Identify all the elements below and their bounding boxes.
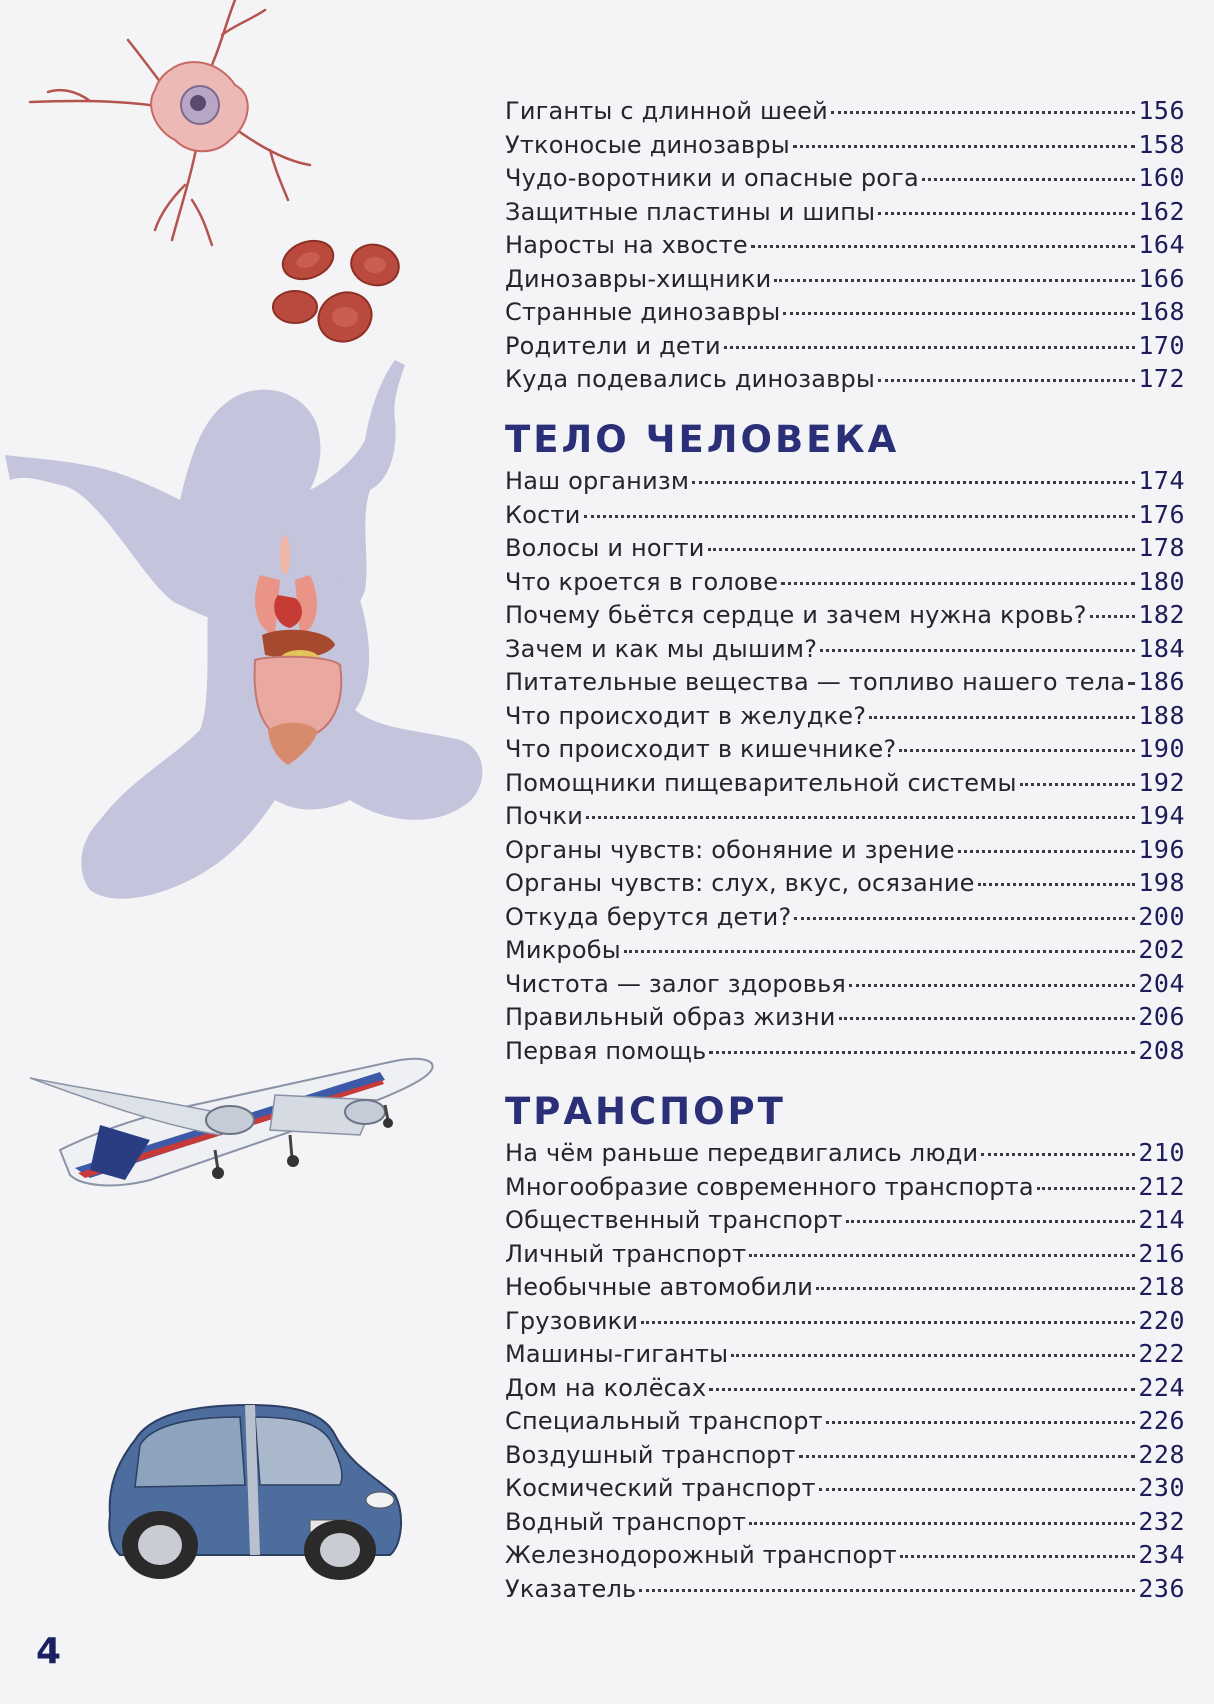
toc-entry-page-number: 172 xyxy=(1138,364,1185,393)
toc-entry[interactable] xyxy=(505,329,1185,363)
toc-entry-page-number: 156 xyxy=(1138,96,1185,125)
toc-entry[interactable] xyxy=(505,1337,1185,1371)
toc-entry-title: Воздушный транспорт xyxy=(505,1440,796,1469)
car-illustration xyxy=(90,1395,420,1585)
toc-list xyxy=(505,464,1185,1067)
dot-leader xyxy=(878,212,1135,215)
toc-entry[interactable] xyxy=(505,866,1185,900)
toc-entry-title: Машины-гиганты xyxy=(505,1340,729,1368)
toc-entry[interactable] xyxy=(505,531,1185,565)
toc-entry-page-number: 190 xyxy=(1138,734,1185,763)
toc-entry-page-number: 196 xyxy=(1138,834,1185,864)
section-heading: ТЕЛО ЧЕЛОВЕКА xyxy=(505,418,900,461)
toc-entry-page-number: 218 xyxy=(1138,1272,1185,1301)
toc-entry[interactable] xyxy=(505,1505,1185,1539)
toc-entry[interactable] xyxy=(505,295,1185,329)
section-heading: ТРАНСПОРТ xyxy=(505,1090,786,1133)
toc-entry[interactable] xyxy=(505,1000,1185,1034)
dot-leader xyxy=(794,917,1135,920)
toc-entry-title: Указатель xyxy=(505,1574,637,1603)
toc-entry-title: Микробы xyxy=(505,936,621,964)
dot-leader xyxy=(1128,682,1135,685)
toc-entry-page-number: 220 xyxy=(1138,1305,1185,1335)
toc-entry-page-number: 166 xyxy=(1138,263,1185,293)
toc-entry[interactable] xyxy=(505,1371,1185,1405)
toc-entry-title: Что происходит в желудке? xyxy=(505,701,867,730)
toc-entry-page-number: 192 xyxy=(1138,767,1185,797)
toc-dinosaurs xyxy=(505,94,1185,396)
dot-leader xyxy=(584,515,1136,518)
toc-entry[interactable] xyxy=(505,1034,1185,1068)
toc-entry[interactable] xyxy=(505,565,1185,599)
dot-leader xyxy=(958,850,1136,853)
toc-entry-page-number: 174 xyxy=(1138,466,1185,495)
toc-entry-title: Откуда берутся дети? xyxy=(505,902,792,931)
toc-entry[interactable] xyxy=(505,833,1185,867)
toc-entry-page-number: 170 xyxy=(1138,330,1185,360)
page-number: 4 xyxy=(36,1631,62,1672)
dot-leader xyxy=(816,1287,1135,1290)
dot-leader xyxy=(709,1388,1135,1391)
toc-entry-title: Общественный транспорт xyxy=(505,1206,843,1234)
toc-entry-title: Железнодорожный транспорт xyxy=(505,1541,897,1569)
toc-entry-page-number: 178 xyxy=(1138,533,1185,562)
toc-entry[interactable] xyxy=(505,665,1185,699)
toc-entry[interactable] xyxy=(505,228,1185,262)
toc-entry-page-number: 160 xyxy=(1138,163,1185,192)
toc-entry[interactable] xyxy=(505,933,1185,967)
dot-leader xyxy=(831,111,1135,114)
toc-entry-page-number: 236 xyxy=(1138,1573,1185,1603)
toc-entry-page-number: 194 xyxy=(1138,801,1185,830)
toc-entry-title: Куда подевались динозавры xyxy=(505,365,876,393)
toc-entry[interactable] xyxy=(505,464,1185,498)
toc-entry[interactable] xyxy=(505,766,1185,800)
toc-entry[interactable] xyxy=(505,262,1185,296)
toc-transport xyxy=(505,1088,1185,1605)
dot-leader xyxy=(820,649,1135,652)
dot-leader xyxy=(978,883,1136,886)
toc-entry-title: Гиганты с длинной шеей xyxy=(505,97,828,125)
dot-leader xyxy=(1020,783,1136,786)
toc-entry-title: Волосы и ногти xyxy=(505,534,705,562)
dot-leader xyxy=(922,178,1135,181)
toc-entry-page-number: 180 xyxy=(1138,566,1185,596)
toc-entry-title: Правильный образ жизни xyxy=(505,1003,836,1031)
toc-entry-title: Что кроется в голове xyxy=(505,567,779,596)
dot-leader xyxy=(708,548,1136,551)
toc-entry[interactable] xyxy=(505,1170,1185,1204)
toc-entry[interactable] xyxy=(505,1304,1185,1338)
toc-entry-title: Первая помощь xyxy=(505,1036,707,1065)
toc-entry[interactable] xyxy=(505,699,1185,733)
neuron-illustration xyxy=(20,0,340,260)
dot-leader xyxy=(641,1321,1135,1324)
toc-entry-page-number: 212 xyxy=(1138,1171,1185,1201)
toc-entry[interactable] xyxy=(505,632,1185,666)
toc-entry-title: Личный транспорт xyxy=(505,1239,747,1268)
toc-entry-title: Специальный транспорт xyxy=(505,1407,823,1435)
dot-leader xyxy=(709,1051,1135,1054)
toc-entry[interactable] xyxy=(505,1136,1185,1170)
toc-entry-title: Кости xyxy=(505,500,581,529)
blood-cells-illustration xyxy=(270,235,420,350)
toc-entry-page-number: 198 xyxy=(1138,868,1185,897)
toc-human-body xyxy=(505,416,1185,1067)
toc-entry-page-number: 228 xyxy=(1138,1439,1185,1469)
toc-entry-page-number: 164 xyxy=(1138,230,1185,259)
dot-leader xyxy=(839,1017,1136,1020)
toc-entry-title: Органы чувств: слух, вкус, осязание xyxy=(505,869,975,897)
toc-entry[interactable] xyxy=(505,1572,1185,1606)
toc-entry-title: Чудо-воротники и опасные рога xyxy=(505,164,919,192)
toc-entry[interactable] xyxy=(505,900,1185,934)
dot-leader xyxy=(692,481,1135,484)
toc-entry-page-number: 234 xyxy=(1138,1540,1185,1569)
dot-leader xyxy=(751,245,1136,248)
toc-entry[interactable] xyxy=(505,799,1185,833)
toc-entry[interactable] xyxy=(505,732,1185,766)
toc-list xyxy=(505,1136,1185,1605)
dot-leader xyxy=(878,379,1135,382)
toc-entry-page-number: 206 xyxy=(1138,1002,1185,1031)
dot-leader xyxy=(783,312,1135,315)
toc-entry-title: Помощники пищеварительной системы xyxy=(505,768,1017,797)
toc-entry-page-number: 182 xyxy=(1138,600,1185,629)
toc-entry-page-number: 200 xyxy=(1138,901,1185,931)
toc-entry-title: Динозавры-хищники xyxy=(505,264,772,293)
toc-entry-page-number: 162 xyxy=(1138,196,1185,226)
toc-entry-title: Зачем и как мы дышим? xyxy=(505,634,818,663)
toc-entry-title: Космический транспорт xyxy=(505,1474,816,1502)
toc-entry-page-number: 226 xyxy=(1138,1406,1185,1435)
toc-entry[interactable] xyxy=(505,362,1185,396)
dot-leader xyxy=(1090,615,1136,618)
toc-entry-title: Наш организм xyxy=(505,467,690,495)
toc-entry-page-number: 232 xyxy=(1138,1506,1185,1536)
dot-leader xyxy=(793,145,1135,148)
toc-entry-page-number: 210 xyxy=(1138,1138,1185,1167)
dot-leader xyxy=(749,1254,1135,1257)
toc-entry-title: Родители и дети xyxy=(505,331,721,360)
toc-entry-page-number: 158 xyxy=(1138,129,1185,159)
toc-entry-page-number: 188 xyxy=(1138,700,1185,730)
toc-entry-title: Питательные вещества — топливо нашего тела xyxy=(505,668,1126,696)
dot-leader xyxy=(900,1555,1135,1558)
dot-leader xyxy=(849,984,1135,987)
toc-entry-page-number: 176 xyxy=(1138,499,1185,529)
dot-leader xyxy=(731,1354,1135,1357)
toc-entry-title: Органы чувств: обоняние и зрение xyxy=(505,835,955,864)
toc-entry-title: Дом на колёсах xyxy=(505,1373,707,1402)
dot-leader xyxy=(819,1488,1136,1491)
toc-entry[interactable] xyxy=(505,1237,1185,1271)
dot-leader xyxy=(749,1522,1135,1525)
toc-entry[interactable] xyxy=(505,128,1185,162)
toc-entry[interactable] xyxy=(505,598,1185,632)
toc-entry-page-number: 204 xyxy=(1138,968,1185,998)
toc-entry-page-number: 222 xyxy=(1138,1339,1185,1368)
toc-entry[interactable] xyxy=(505,1438,1185,1472)
toc-entry-page-number: 186 xyxy=(1138,667,1185,696)
toc-entry-page-number: 224 xyxy=(1138,1372,1185,1402)
toc-entry-page-number: 216 xyxy=(1138,1238,1185,1268)
toc-entry[interactable] xyxy=(505,161,1185,195)
toc-entry-title: На чём раньше передвигались люди xyxy=(505,1139,979,1167)
toc-entry-title: Почки xyxy=(505,802,584,830)
dot-leader xyxy=(899,749,1135,752)
toc-entry-page-number: 230 xyxy=(1138,1473,1185,1502)
dot-leader xyxy=(799,1455,1136,1458)
toc-entry-page-number: 208 xyxy=(1138,1035,1185,1065)
toc-entry-title: Защитные пластины и шипы xyxy=(505,197,876,226)
toc-entry[interactable] xyxy=(505,1203,1185,1237)
toc-entry-title: Водный транспорт xyxy=(505,1507,747,1536)
toc-entry[interactable] xyxy=(505,195,1185,229)
toc-entry-title: Необычные автомобили xyxy=(505,1273,814,1301)
toc-entry-title: Грузовики xyxy=(505,1306,639,1335)
dot-leader xyxy=(781,582,1135,585)
toc-entry-page-number: 214 xyxy=(1138,1205,1185,1234)
child-silhouette-illustration xyxy=(0,360,490,920)
toc-entry-page-number: 184 xyxy=(1138,633,1185,663)
dot-leader xyxy=(1037,1187,1136,1190)
dot-leader xyxy=(826,1421,1136,1424)
dot-leader xyxy=(774,279,1135,282)
toc-entry-title: Чистота — залог здоровья xyxy=(505,969,847,998)
toc-entry[interactable] xyxy=(505,1538,1185,1572)
toc-entry-title: Многообразие современного транспорта xyxy=(505,1172,1034,1201)
toc-entry-title: Наросты на хвосте xyxy=(505,231,748,259)
toc-entry[interactable] xyxy=(505,1471,1185,1505)
dot-leader xyxy=(869,716,1135,719)
toc-entry-title: Что происходит в кишечнике? xyxy=(505,735,897,763)
dot-leader xyxy=(586,816,1135,819)
airplane-illustration xyxy=(30,1040,460,1225)
dot-leader xyxy=(846,1220,1136,1223)
dot-leader xyxy=(981,1153,1135,1156)
toc-entry-page-number: 202 xyxy=(1138,935,1185,964)
toc-entry-title: Почему бьётся сердце и зачем нужна кровь? xyxy=(505,601,1087,629)
toc-entry-title: Странные динозавры xyxy=(505,298,781,326)
toc-entry[interactable] xyxy=(505,1404,1185,1438)
dot-leader xyxy=(639,1589,1135,1592)
toc-list xyxy=(505,94,1185,396)
toc-entry[interactable] xyxy=(505,94,1185,128)
toc-entry[interactable] xyxy=(505,1270,1185,1304)
toc-entry-page-number: 168 xyxy=(1138,297,1185,326)
toc-entry-title: Утконосые динозавры xyxy=(505,130,790,159)
dot-leader xyxy=(624,950,1135,953)
toc-entry[interactable] xyxy=(505,967,1185,1001)
dot-leader xyxy=(724,346,1136,349)
toc-entry[interactable] xyxy=(505,498,1185,532)
